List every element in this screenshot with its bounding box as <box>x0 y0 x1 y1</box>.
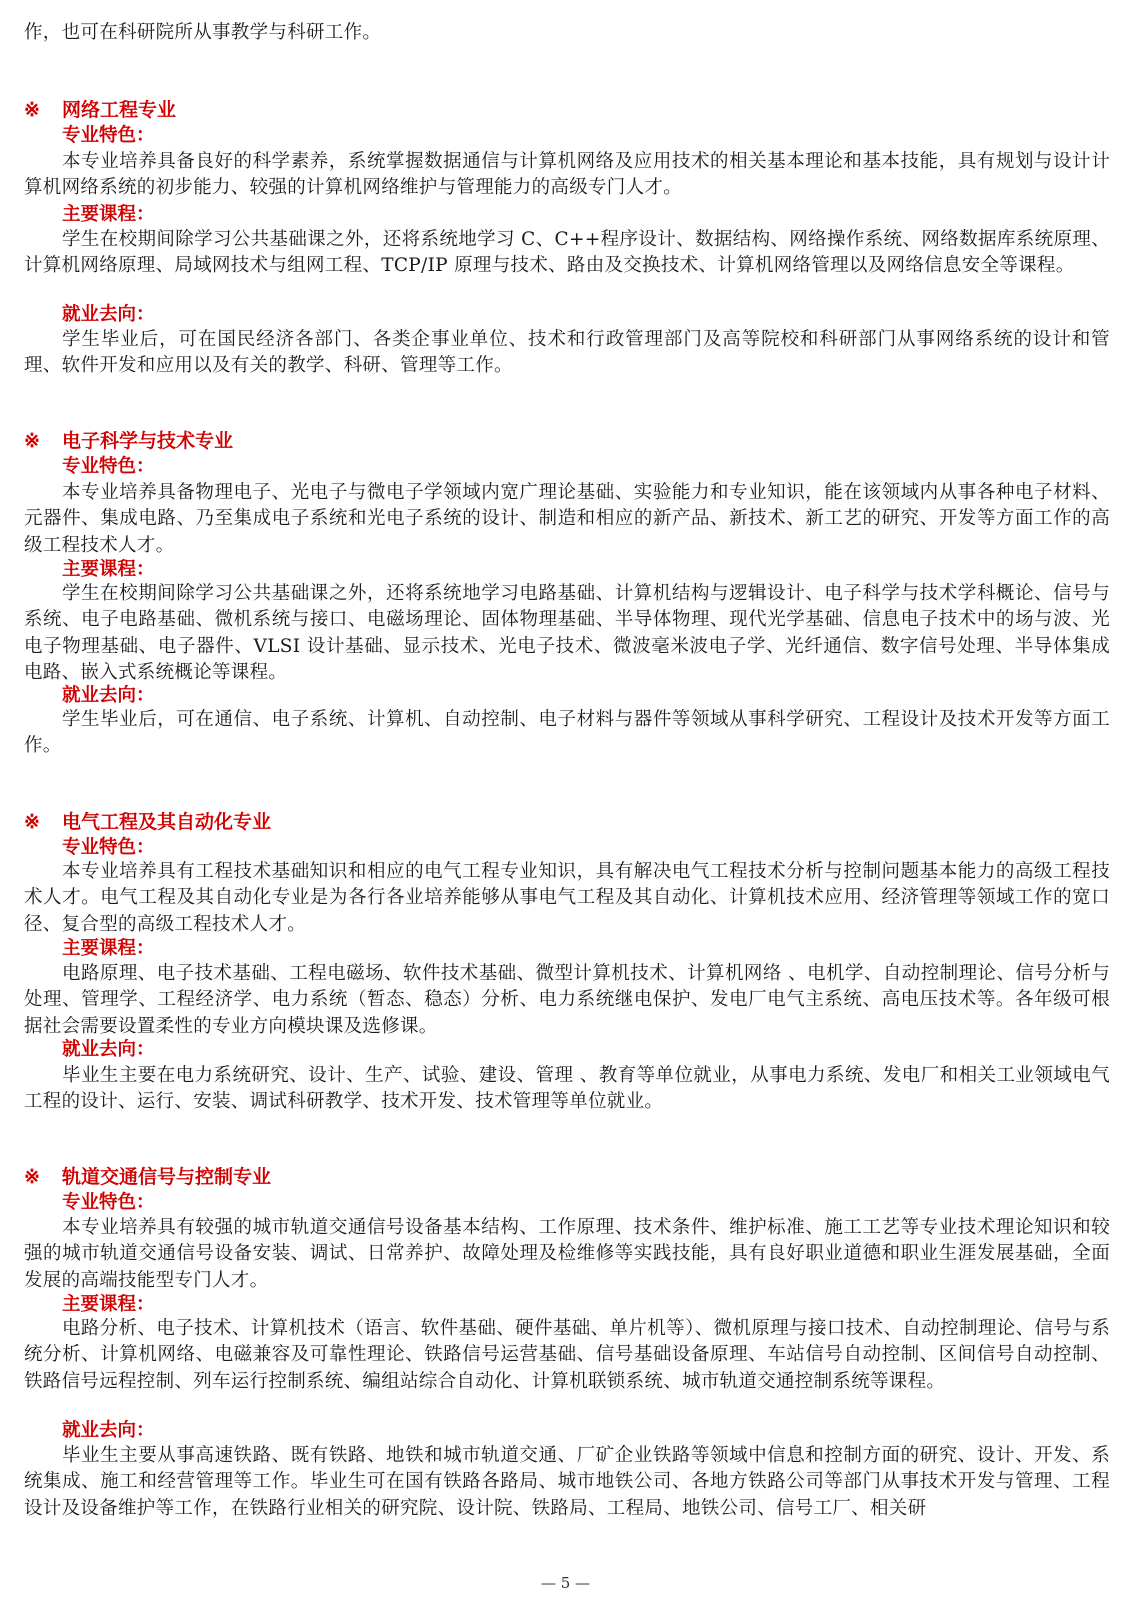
reference-mark: ※ <box>24 1166 40 1188</box>
careers-label: 就业去向： <box>62 685 155 706</box>
features-label: 专业特色： <box>62 837 155 858</box>
features-paragraph: 本专业培养具有工程技术基础知识和相应的电气工程专业知识，具有解决电气工程技术分析与控制问题基本能力的高级工程技术人才。电气工程及其自动化专业是为各行各业培养能够从事电气工程及其自动化、计算机技术应用、经济管理等领域工作的宽口径、复合型的高级工程技术人才。 <box>24 861 1110 935</box>
reference-mark: ※ <box>24 99 40 121</box>
section-title: 电子科学与技术专业 <box>62 430 234 452</box>
section-heading-network-engineering <box>24 97 176 123</box>
careers-paragraph: 学生毕业后，可在国民经济各部门、各类企事业单位、技术和行政管理部门及高等院校和科研部门从事网络系统的设计和管理、软件开发和应用以及有关的教学、科研、管理等工作。 <box>24 329 1110 377</box>
intro-paragraph: 作，也可在科研院所从事教学与科研工作。 <box>24 22 382 43</box>
reference-mark: ※ <box>24 811 40 833</box>
careers-paragraph: 学生毕业后，可在通信、电子系统、计算机、自动控制、电子材料与器件等领域从事科学研究、工程设计及技术开发等方面工作。 <box>24 709 1110 757</box>
courses-paragraph: 电路分析、电子技术、计算机技术（语言、软件基础、硬件基础、单片机等）、微机原理与接口技术、自动控制理论、信号与系统分析、计算机网络、电磁兼容及可靠性理论、铁路信号运营基础、信号基础设备原理、车站信号自动控制、区间信号自动控制、铁路信号远程控制、列车运行控制系统、编组站综合自动化、计算机联锁系统、城市轨道交通控制系统等课程。 <box>24 1318 1110 1392</box>
section-heading-electronic-science <box>24 428 233 454</box>
careers-label: 就业去向： <box>62 1039 155 1060</box>
features-paragraph: 本专业培养具有较强的城市轨道交通信号设备基本结构、工作原理、技术条件、维护标准、施工工艺等专业技术理论知识和较强的城市轨道交通信号设备安装、调试、日常养护、故障处理及检维修等实践技能，具有良好职业道德和职业生涯发展基础，全面发展的高端技能型专门人才。 <box>24 1217 1110 1291</box>
courses-label: 主要课程： <box>62 938 155 959</box>
careers-paragraph: 毕业生主要从事高速铁路、既有铁路、地铁和城市轨道交通、厂矿企业铁路等领域中信息和控制方面的研究、设计、开发、系统集成、施工和经营管理等工作。毕业生可在国有铁路各路局、城市地铁公司、各地方铁路公司等部门从事技术开发与管理、工程设计及设备维护等工作，在铁路行业相关的研究院、设计院、铁路局、工程局、地铁公司、信号工厂、相关研 <box>24 1445 1110 1519</box>
careers-paragraph: 毕业生主要在电力系统研究、设计、生产、试验、建设、管理 、教育等单位就业，从事电力系统、发电厂和相关工业领域电气工程的设计、运行、安装、调试科研教学、技术开发、技术管理等单位就业。 <box>24 1065 1110 1113</box>
section-title: 网络工程专业 <box>62 99 177 121</box>
section-title: 电气工程及其自动化专业 <box>62 811 272 833</box>
features-paragraph: 本专业培养具备良好的科学素养，系统掌握数据通信与计算机网络及应用技术的相关基本理论和基本技能，具有规划与设计计算机网络系统的初步能力、较强的计算机网络维护与管理能力的高级专门人才。 <box>24 151 1110 199</box>
careers-label: 就业去向： <box>62 1420 155 1441</box>
page-number: — 5 — <box>540 1574 591 1592</box>
features-paragraph: 本专业培养具备物理电子、光电子与微电子学领域内宽广理论基础、实验能力和专业知识，能在该领域内从事各种电子材料、元器件、集成电路、乃至集成电子系统和光电子系统的设计、制造和相应的新产品、新技术、新工艺的研究、开发等方面工作的高级工程技术人才。 <box>24 482 1110 556</box>
courses-label: 主要课程： <box>62 559 155 580</box>
section-heading-electrical-engineering <box>24 809 271 835</box>
features-label: 专业特色： <box>62 1192 155 1213</box>
features-label: 专业特色： <box>62 125 155 146</box>
courses-label: 主要课程： <box>62 204 155 225</box>
features-label: 专业特色： <box>62 456 155 477</box>
careers-label: 就业去向： <box>62 304 155 325</box>
courses-label: 主要课程： <box>62 1294 155 1315</box>
reference-mark: ※ <box>24 430 40 452</box>
section-title: 轨道交通信号与控制专业 <box>62 1166 272 1188</box>
courses-paragraph: 学生在校期间除学习公共基础课之外，还将系统地学习 C、C++程序设计、数据结构、网络操作系统、网络数据库系统原理、计算机网络原理、局域网技术与组网工程、TCP/IP 原理与技术、路由及交换技术、计算机网络管理以及网络信息安全等课程。 <box>24 229 1110 277</box>
section-heading-rail-signal-control <box>24 1164 271 1190</box>
courses-paragraph: 学生在校期间除学习公共基础课之外，还将系统地学习电路基础、计算机结构与逻辑设计、电子科学与技术学科概论、信号与系统、电子电路基础、微机系统与接口、电磁场理论、固体物理基础、半导体物理、现代光学基础、信息电子技术中的场与波、光电子物理基础、电子器件、VLSI 设计基础、显示技术、光电子技术、微波毫米波电子学、光纤通信、数字信号处理、半导体集成电路、嵌入式系统概论等课程。 <box>24 583 1110 684</box>
courses-paragraph: 电路原理、电子技术基础、工程电磁场、软件技术基础、微型计算机技术、计算机网络 、电机学、自动控制理论、信号分析与处理、管理学、工程经济学、电力系统（暂态、稳态）分析、电力系统继电保护、发电厂电气主系统、高电压技术等。各年级可根据社会需要设置柔性的专业方向模块课及选修课。 <box>24 963 1110 1037</box>
